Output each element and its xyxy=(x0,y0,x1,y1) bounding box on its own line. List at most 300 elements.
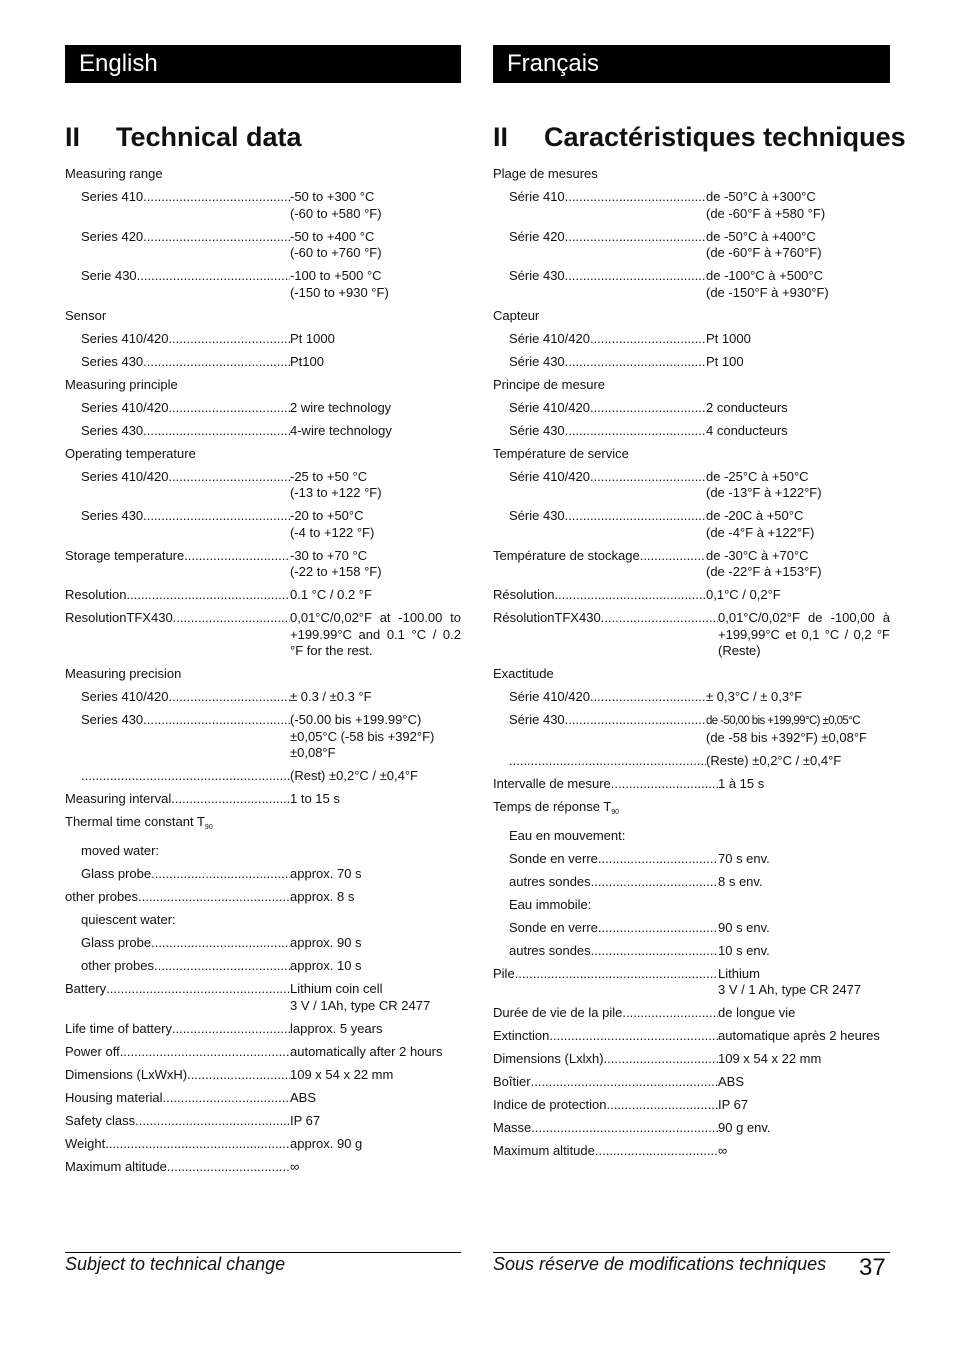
spec-row xyxy=(493,189,890,222)
dot-leader xyxy=(565,508,706,541)
spec-label-text: Résolution xyxy=(493,587,555,602)
spec-value xyxy=(290,189,461,222)
spec-value-text: 0,1°C / 0,2°F xyxy=(706,587,781,602)
spec-value-text: -30 to +70 °C (-22 to +158 °F) xyxy=(290,547,382,579)
spec-label-text: Series 430 xyxy=(81,353,144,369)
dot-leader xyxy=(135,1113,290,1130)
spec-label-text: Power off xyxy=(65,1043,120,1059)
spec-label-text: autres sondes xyxy=(509,942,591,958)
spec-value-text: de longue vie xyxy=(718,1005,796,1020)
spec-label-text: Series 410/420 xyxy=(81,689,169,704)
spec-value xyxy=(706,689,890,706)
dot-leader xyxy=(606,1097,718,1114)
dot-leader xyxy=(126,587,290,604)
spec-label xyxy=(65,610,290,660)
spec-value-text: IP 67 xyxy=(718,1097,749,1112)
spec-label xyxy=(493,548,706,581)
subscript: 90 xyxy=(611,808,620,816)
spec-row xyxy=(65,331,461,348)
spec-value-text: 2 conducteurs xyxy=(706,399,788,415)
spec-value xyxy=(290,1044,461,1061)
spec-label xyxy=(509,423,706,440)
spec-label xyxy=(509,189,706,222)
spec-value-text: approx. 10 s xyxy=(290,958,362,973)
spec-value xyxy=(290,958,461,975)
spec-label xyxy=(509,712,706,746)
spec-row xyxy=(65,981,461,1014)
spec-heading-text: Température de service xyxy=(493,445,629,461)
spec-row xyxy=(65,1044,461,1061)
spec-heading-text: Thermal time constant T xyxy=(65,814,205,829)
spec-heading-text: Eau en mouvement: xyxy=(509,827,626,843)
spec-label-text: autres sondes xyxy=(509,873,591,889)
spec-label xyxy=(493,1097,718,1114)
spec-row xyxy=(493,166,890,183)
spec-label-text: Sonde en verre xyxy=(509,919,598,935)
spec-label-text: Series 430 xyxy=(81,508,144,523)
spec-heading-text: Measuring precision xyxy=(65,666,182,681)
spec-value xyxy=(718,851,890,868)
spec-heading xyxy=(509,897,591,914)
spec-value xyxy=(290,1159,461,1176)
spec-value xyxy=(718,610,890,660)
spec-value-text: de -20C à +50°C (de -4°F à +122°F) xyxy=(706,508,815,540)
spec-heading xyxy=(493,377,605,394)
spec-label-text: Serie 430 xyxy=(81,268,137,283)
spec-label xyxy=(509,268,706,301)
spec-value-text: ∞ xyxy=(718,1143,728,1158)
dot-leader xyxy=(601,610,718,660)
spec-label xyxy=(509,331,706,348)
dot-leader xyxy=(168,469,290,502)
dot-leader xyxy=(611,776,718,793)
spec-label xyxy=(65,587,290,604)
dot-leader xyxy=(565,712,706,746)
spec-label-text: Dimensions (LxWxH) xyxy=(65,1066,188,1082)
spec-row xyxy=(65,377,461,394)
spec-row xyxy=(65,814,461,837)
spec-label xyxy=(509,354,706,371)
dot-leader xyxy=(138,889,290,906)
spec-row xyxy=(65,1021,461,1038)
spec-value-text: de -100°C à +500°C (de -150°F à +930°F) xyxy=(706,268,829,300)
spec-value xyxy=(290,331,461,348)
spec-heading-text: Eau immobile: xyxy=(509,896,592,912)
spec-value-text: ± 0.3 / ±0.3 °F xyxy=(290,689,372,704)
spec-label-text: other probes xyxy=(65,889,138,904)
spec-row xyxy=(65,889,461,906)
spec-heading xyxy=(65,814,213,837)
spec-value xyxy=(718,1028,890,1045)
spec-value xyxy=(290,400,461,417)
spec-label xyxy=(493,587,706,604)
spec-value xyxy=(718,1143,890,1160)
spec-value xyxy=(718,966,890,999)
spec-label xyxy=(81,423,290,440)
spec-label-text: Série 420 xyxy=(509,228,565,244)
spec-heading-text: moved water: xyxy=(81,843,160,858)
spec-value xyxy=(706,229,890,262)
spec-row xyxy=(65,866,461,883)
dot-leader xyxy=(595,1143,718,1160)
spec-value-text: Lithium 3 V / 1 Ah, type CR 2477 xyxy=(718,965,862,997)
spec-label-text: Dimensions (Lxlxh) xyxy=(493,1051,604,1066)
spec-row xyxy=(65,1136,461,1153)
dot-leader xyxy=(143,354,290,371)
spec-value-text: (Rest) ±0,2°C / ±0,4°F xyxy=(290,768,418,783)
spec-row xyxy=(493,354,890,371)
spec-value-text: 10 s env. xyxy=(718,942,770,958)
spec-label xyxy=(65,791,290,808)
spec-value-text: -25 to +50 °C (-13 to +122 °F) xyxy=(290,468,382,500)
spec-value-text: ABS xyxy=(718,1074,745,1089)
spec-heading-text: quiescent water: xyxy=(81,912,176,927)
dot-leader xyxy=(168,689,290,706)
spec-label-text: Série 430 xyxy=(509,422,565,438)
spec-heading xyxy=(493,308,539,325)
spec-label-text: Maximum altitude xyxy=(493,1143,595,1158)
spec-row xyxy=(65,843,461,860)
dot-leader xyxy=(590,400,706,417)
dot-leader xyxy=(172,1021,290,1038)
spec-row xyxy=(493,1097,890,1114)
spec-value xyxy=(290,712,461,762)
section-number: II xyxy=(65,122,81,152)
spec-value xyxy=(290,229,461,262)
spec-label xyxy=(81,712,290,762)
spec-value-text: Pt 1000 xyxy=(290,330,335,346)
spec-row xyxy=(493,712,890,746)
spec-heading-text: Principe de mesure xyxy=(493,376,605,392)
spec-value-text: Pt 100 xyxy=(706,353,744,369)
spec-row xyxy=(493,776,890,793)
spec-value xyxy=(706,189,890,222)
spec-label xyxy=(493,1120,718,1137)
spec-value xyxy=(290,354,461,371)
spec-label xyxy=(65,1090,290,1107)
dot-leader xyxy=(509,753,706,770)
spec-value xyxy=(290,469,461,502)
spec-label xyxy=(81,866,290,883)
spec-row xyxy=(65,469,461,502)
dot-leader xyxy=(531,1120,718,1137)
spec-heading xyxy=(65,377,178,394)
dot-leader xyxy=(154,958,290,975)
spec-label-text: Weight xyxy=(65,1135,106,1151)
spec-label xyxy=(509,229,706,262)
dot-leader xyxy=(143,423,290,440)
spec-row xyxy=(65,712,461,762)
dot-leader xyxy=(598,851,718,868)
spec-label-text: Series 420 xyxy=(81,228,144,244)
spec-heading-text: Plage de mesures xyxy=(493,166,598,181)
spec-label xyxy=(81,508,290,541)
spec-row xyxy=(493,377,890,394)
spec-value-text: 109 x 54 x 22 mm xyxy=(290,1066,394,1082)
spec-row xyxy=(493,508,890,541)
spec-label xyxy=(81,229,290,262)
spec-label xyxy=(81,354,290,371)
spec-row xyxy=(65,229,461,262)
language-header-french: Français xyxy=(493,45,890,83)
spec-value xyxy=(718,1120,890,1137)
dot-leader xyxy=(591,943,718,960)
spec-label xyxy=(493,1143,718,1160)
spec-value-text: 0,01°C/0,02°F at -100.00 to +199.99°C and 0.1 °C / 0.2 °F for the rest. xyxy=(290,610,461,658)
dot-leader xyxy=(167,1159,290,1176)
spec-label xyxy=(493,776,718,793)
spec-value xyxy=(706,587,890,604)
spec-row xyxy=(65,610,461,660)
spec-value-text: Pt 1000 xyxy=(706,330,751,346)
spec-value-text: de -25°C à +50°C (de -13°F à +122°F) xyxy=(706,468,822,500)
spec-label xyxy=(65,548,290,581)
dot-leader xyxy=(565,229,706,262)
spec-label xyxy=(493,966,718,999)
spec-label-text: Extinction xyxy=(493,1028,550,1043)
spec-value xyxy=(290,866,461,883)
section-title-text: Technical data xyxy=(116,122,302,152)
spec-label-text: Série 410/420 xyxy=(509,689,590,704)
spec-label-text: RésolutionTFX430 xyxy=(493,610,601,625)
spec-label xyxy=(65,1159,290,1176)
spec-label-text: Battery xyxy=(65,981,107,996)
spec-value-text: approx. 90 s xyxy=(290,935,362,950)
spec-value-text: approx. 70 s xyxy=(290,866,362,881)
spec-value xyxy=(718,920,890,937)
spec-row xyxy=(493,446,890,463)
spec-value-text: lapprox. 5 years xyxy=(290,1020,383,1036)
spec-value-text: 2 wire technology xyxy=(290,399,392,415)
spec-label-text: Housing material xyxy=(65,1089,163,1105)
spec-value xyxy=(718,776,890,793)
spec-row xyxy=(65,446,461,463)
spec-label xyxy=(509,943,718,960)
spec-value xyxy=(290,768,461,785)
spec-label xyxy=(509,400,706,417)
spec-value xyxy=(718,1051,890,1068)
spec-label-text: Série 430 xyxy=(509,353,565,369)
spec-label-text: Température de stockage xyxy=(493,547,640,563)
spec-value xyxy=(706,712,890,746)
dot-leader xyxy=(151,866,290,883)
spec-value xyxy=(290,423,461,440)
spec-row xyxy=(493,851,890,868)
dot-leader xyxy=(531,1074,718,1091)
spec-value xyxy=(290,1113,461,1130)
spec-row xyxy=(65,354,461,371)
page-number: 37 xyxy=(859,1254,886,1281)
spec-row xyxy=(493,874,890,891)
dot-leader xyxy=(604,1051,718,1068)
spec-row xyxy=(493,1120,890,1137)
spec-value xyxy=(706,423,890,440)
dot-leader xyxy=(565,354,706,371)
spec-value-text: automatique après 2 heures xyxy=(718,1028,880,1043)
spec-value-text: -20 to +50°C (-4 to +122 °F) xyxy=(290,508,375,540)
spec-value xyxy=(290,981,461,1014)
dot-leader xyxy=(137,268,290,301)
footer-rule-english xyxy=(65,1252,461,1253)
spec-label xyxy=(81,268,290,301)
spec-value-text: (-50.00 bis +199.99°C) ±0,05°C (-58 bis +392°F) ±0,08°F xyxy=(290,712,435,760)
spec-label xyxy=(65,1067,290,1084)
spec-row xyxy=(493,966,890,999)
spec-label-text: Measuring interval xyxy=(65,791,172,806)
dot-leader xyxy=(565,423,706,440)
spec-label xyxy=(81,768,290,785)
spec-value-text: Lithium coin cell 3 V / 1Ah, type CR 2477 xyxy=(290,981,431,1013)
spec-value-text: de -30°C à +70°C (de -22°F à +153°F) xyxy=(706,547,822,579)
spec-value-text: 1 à 15 s xyxy=(718,775,765,791)
spec-row xyxy=(65,791,461,808)
spec-heading-text: Operating temperature xyxy=(65,445,196,461)
spec-heading xyxy=(493,799,619,822)
spec-label xyxy=(81,469,290,502)
spec-row xyxy=(493,1005,890,1022)
spec-label xyxy=(509,753,706,770)
spec-value-text: 1 to 15 s xyxy=(290,791,340,806)
spec-label-text: Pile xyxy=(493,965,515,981)
spec-row xyxy=(493,331,890,348)
spec-value xyxy=(718,1005,890,1022)
spec-heading xyxy=(81,843,159,860)
dot-leader xyxy=(171,791,290,808)
spec-value xyxy=(706,268,890,301)
spec-heading xyxy=(65,308,106,325)
spec-label-text: Life time of battery xyxy=(65,1020,172,1036)
dot-leader xyxy=(515,966,718,999)
spec-value-text: IP 67 xyxy=(290,1112,321,1128)
spec-value xyxy=(706,354,890,371)
spec-label-text: Série 410/420 xyxy=(509,330,590,346)
spec-label-text: ResolutionTFX430 xyxy=(65,610,173,625)
spec-row xyxy=(65,189,461,222)
spec-value-text: de -50°C à +300°C (de -60°F à +580 °F) xyxy=(706,189,826,221)
dot-leader xyxy=(120,1044,290,1061)
spec-value-text: 0.1 °C / 0.2 °F xyxy=(290,587,372,602)
spec-value xyxy=(290,1021,461,1038)
spec-label xyxy=(509,920,718,937)
spec-value xyxy=(706,548,890,581)
spec-value-text: automatically after 2 hours xyxy=(290,1043,443,1059)
dot-leader xyxy=(143,189,290,222)
dot-leader xyxy=(549,1028,718,1045)
section-number: II xyxy=(493,122,509,152)
dot-leader xyxy=(105,1136,290,1153)
spec-row xyxy=(493,548,890,581)
spec-row xyxy=(493,689,890,706)
footer-rule-french xyxy=(493,1252,890,1253)
spec-label-text: Series 430 xyxy=(81,422,144,438)
spec-value-text: 90 s env. xyxy=(718,919,770,935)
spec-value-text: 4 conducteurs xyxy=(706,422,788,438)
spec-label xyxy=(65,1021,290,1038)
dot-leader xyxy=(184,548,290,581)
spec-label-text: Series 410/420 xyxy=(81,330,169,346)
spec-label-text: Masse xyxy=(493,1120,532,1135)
dot-leader xyxy=(163,1090,290,1107)
spec-label-text: Storage temperature xyxy=(65,547,185,563)
section-title-french xyxy=(493,122,906,153)
dot-leader xyxy=(554,587,706,604)
spec-label xyxy=(509,874,718,891)
spec-heading xyxy=(493,166,598,183)
spec-row xyxy=(65,1067,461,1084)
spec-heading xyxy=(509,828,625,845)
spec-label xyxy=(509,469,706,502)
spec-value xyxy=(718,874,890,891)
spec-label xyxy=(493,1005,718,1022)
spec-list-french xyxy=(493,166,890,1166)
spec-label-text: Indice de protection xyxy=(493,1097,607,1112)
spec-heading xyxy=(65,666,181,683)
spec-label xyxy=(493,1074,718,1091)
spec-row xyxy=(65,166,461,183)
spec-label xyxy=(493,1051,718,1068)
spec-label-text: Série 430 xyxy=(509,268,565,283)
spec-label-text: Glass probe xyxy=(81,866,152,881)
spec-label-text: Safety class xyxy=(65,1112,136,1128)
spec-label xyxy=(65,1113,290,1130)
language-header-english: English xyxy=(65,45,461,83)
spec-value-text: (de -58 bis +392°F) ±0,08°F xyxy=(706,729,867,745)
spec-row xyxy=(493,400,890,417)
spec-value-text: -50 to +400 °C (-60 to +760 °F) xyxy=(290,228,382,260)
section-title-english xyxy=(65,122,302,153)
spec-value-text: de -50,00 bis +199,99°C) ±0,05°C xyxy=(706,715,860,727)
spec-value-text: ± 0,3°C / ± 0,3°F xyxy=(706,689,803,704)
spec-heading xyxy=(493,666,554,683)
spec-label xyxy=(81,331,290,348)
dot-leader xyxy=(151,935,290,952)
spec-label xyxy=(509,508,706,541)
spec-row xyxy=(493,753,890,770)
spec-heading-text: Exactitude xyxy=(493,666,554,681)
dot-leader xyxy=(168,331,290,348)
spec-label-text: Intervalle de mesure xyxy=(493,775,611,791)
spec-label xyxy=(81,189,290,222)
spec-heading-text: Capteur xyxy=(493,307,540,323)
dot-leader xyxy=(143,508,290,541)
dot-leader xyxy=(143,712,290,762)
dot-leader xyxy=(622,1005,718,1022)
spec-heading-text: Measuring range xyxy=(65,166,163,181)
spec-row xyxy=(65,508,461,541)
spec-value xyxy=(706,469,890,502)
subscript: 90 xyxy=(204,824,213,831)
spec-value xyxy=(718,1097,890,1114)
spec-value xyxy=(290,587,461,604)
spec-row xyxy=(65,912,461,929)
spec-label xyxy=(493,610,718,660)
dot-leader xyxy=(168,400,290,417)
spec-row xyxy=(493,587,890,604)
spec-row xyxy=(65,268,461,301)
spec-value xyxy=(706,753,890,770)
spec-label xyxy=(81,958,290,975)
spec-value xyxy=(290,1136,461,1153)
spec-value xyxy=(290,508,461,541)
spec-heading xyxy=(65,166,163,183)
spec-row xyxy=(65,1090,461,1107)
spec-label-text: Maximum altitude xyxy=(65,1158,167,1174)
spec-value-text: -100 to +500 °C (-150 to +930 °F) xyxy=(290,268,389,300)
dot-leader xyxy=(565,189,706,222)
spec-label xyxy=(509,851,718,868)
spec-label xyxy=(65,889,290,906)
spec-label-text: Série 410/420 xyxy=(509,399,590,415)
